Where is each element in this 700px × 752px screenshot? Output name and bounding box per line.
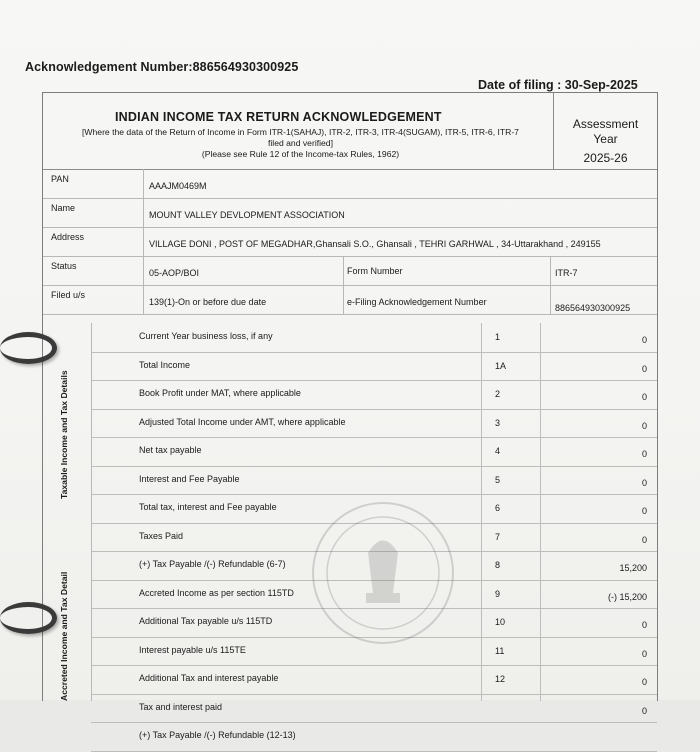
table-row (91, 380, 657, 410)
filed-value: 139(1)-On or before due date (149, 297, 267, 307)
table-row (91, 409, 657, 439)
acknowledgement-form (42, 92, 658, 740)
amount-column-divider (540, 323, 541, 701)
row-description: Current Year business loss, if any (139, 331, 273, 341)
income-tax-department-stamp (298, 493, 468, 703)
name-value: MOUNT VALLEY DEVLOPMENT ASSOCIATION (149, 210, 345, 220)
status-label: Status (51, 261, 77, 271)
row-description: Net tax payable (139, 445, 202, 455)
row-number: 3 (495, 417, 501, 428)
row-amount: 0 (641, 677, 647, 687)
row-number: 12 (495, 674, 506, 684)
row-amount: 0 (641, 335, 647, 345)
row-description: (+) Tax Payable /(-) Refundable (6-7) (139, 559, 286, 569)
form-subtitle-line-1: [Where the data of the Return of Income in Form ITR-1(SAHAJ), ITR-2, ITR-3, ITR-4(SUGAM), ITR-5, ITR-6, ITR-7 (82, 127, 519, 137)
status-row (43, 256, 657, 286)
row-description: Accreted Income as per section 115TD (139, 587, 294, 598)
row-number: 4 (495, 446, 501, 456)
efiling-value: 886564930300925 (555, 303, 631, 313)
form-number-label: Form Number (347, 266, 403, 276)
row-amount: 0 (641, 648, 647, 659)
row-amount: (-) 15,200 (607, 591, 647, 602)
table-row (91, 722, 657, 752)
table-row (91, 323, 657, 353)
row-description: Interest and Fee Payable (139, 473, 240, 484)
row-number: 10 (495, 617, 506, 627)
row-amount: 0 (641, 363, 647, 374)
address-label: Address (51, 232, 85, 242)
pan-row (43, 169, 657, 199)
assessment-year-box (553, 93, 657, 169)
divider (343, 285, 344, 314)
row-description: Tax and interest paid (139, 701, 223, 712)
row-amount: 15,200 (619, 563, 647, 573)
assessment-year-value: 2025-26 (583, 151, 628, 165)
form-subtitle-line-2: filed and verified] (268, 138, 333, 148)
row-amount: 0 (641, 705, 647, 716)
row-number: 5 (495, 474, 501, 485)
year-label: Year (593, 132, 618, 146)
row-number: 8 (495, 560, 501, 570)
accreted-section-label: Accreted Income and Tax Detail (59, 571, 69, 701)
assessment-label: Assessment (572, 117, 639, 131)
table-row (91, 352, 657, 382)
row-amount: 0 (641, 420, 647, 431)
row-amount: 0 (641, 449, 647, 459)
row-number: 11 (495, 645, 505, 656)
info-column-divider (143, 169, 144, 314)
row-number: 2 (495, 389, 501, 399)
row-description: Book Profit under MAT, where applicable (139, 388, 301, 398)
date-of-filing: Date of filing : 30-Sep-2025 (478, 78, 638, 92)
row-description: Additional Tax and interest payable (139, 673, 279, 683)
section-label-column (43, 323, 92, 701)
row-number: 1 (495, 332, 501, 342)
status-value: 05-AOP/BOI (149, 268, 200, 278)
row-amount: 0 (641, 534, 647, 545)
row-amount: 0 (641, 506, 647, 516)
divider (550, 285, 551, 314)
number-column-divider (481, 323, 482, 701)
address-value: VILLAGE DONI , POST OF MEGADHAR,Ghansali S.O., Ghansali , TEHRI GARHWAL , 34-Uttarakhand , 249155 (149, 239, 601, 249)
acknowledgement-number: Acknowledgement Number:886564930300925 (25, 60, 299, 74)
row-number: 6 (495, 503, 501, 513)
form-title: INDIAN INCOME TAX RETURN ACKNOWLEDGEMENT (115, 110, 442, 124)
address-row (43, 227, 657, 257)
row-amount: 0 (641, 477, 647, 488)
divider (343, 256, 344, 285)
pan-value: AAAJM0469M (149, 181, 207, 191)
row-description: Adjusted Total Income under AMT, where applicable (139, 416, 346, 427)
row-number: 7 (495, 531, 501, 542)
pan-label: PAN (51, 174, 69, 184)
filed-label: Filed u/s (51, 290, 86, 300)
name-row (43, 198, 657, 228)
taxable-section-label: Taxable Income and Tax Details (59, 370, 69, 499)
filed-row (43, 285, 657, 315)
divider (550, 256, 551, 285)
row-description: Additional Tax payable u/s 115TD (139, 616, 273, 626)
row-description: Interest payable u/s 115TE (139, 644, 246, 655)
efiling-label: e-Filing Acknowledgement Number (347, 297, 487, 307)
row-amount: 0 (641, 620, 647, 630)
row-amount: 0 (641, 392, 647, 402)
binding-ring (0, 332, 57, 364)
table-row (91, 466, 657, 496)
row-description: (+) Tax Payable /(-) Refundable (12-13) (139, 730, 296, 740)
form-header (43, 93, 657, 170)
name-label: Name (51, 203, 76, 213)
row-description: Total tax, interest and Fee payable (139, 502, 277, 512)
row-number: 9 (495, 588, 501, 599)
row-description: Taxes Paid (139, 530, 184, 541)
table-row (91, 437, 657, 467)
row-description: Total Income (139, 359, 191, 370)
row-number: 1A (495, 360, 507, 371)
binding-ring (0, 602, 57, 634)
form-subtitle-line-3: (Please see Rule 12 of the Income-tax Rules, 1962) (201, 149, 400, 159)
form-number-value: ITR-7 (555, 268, 578, 278)
